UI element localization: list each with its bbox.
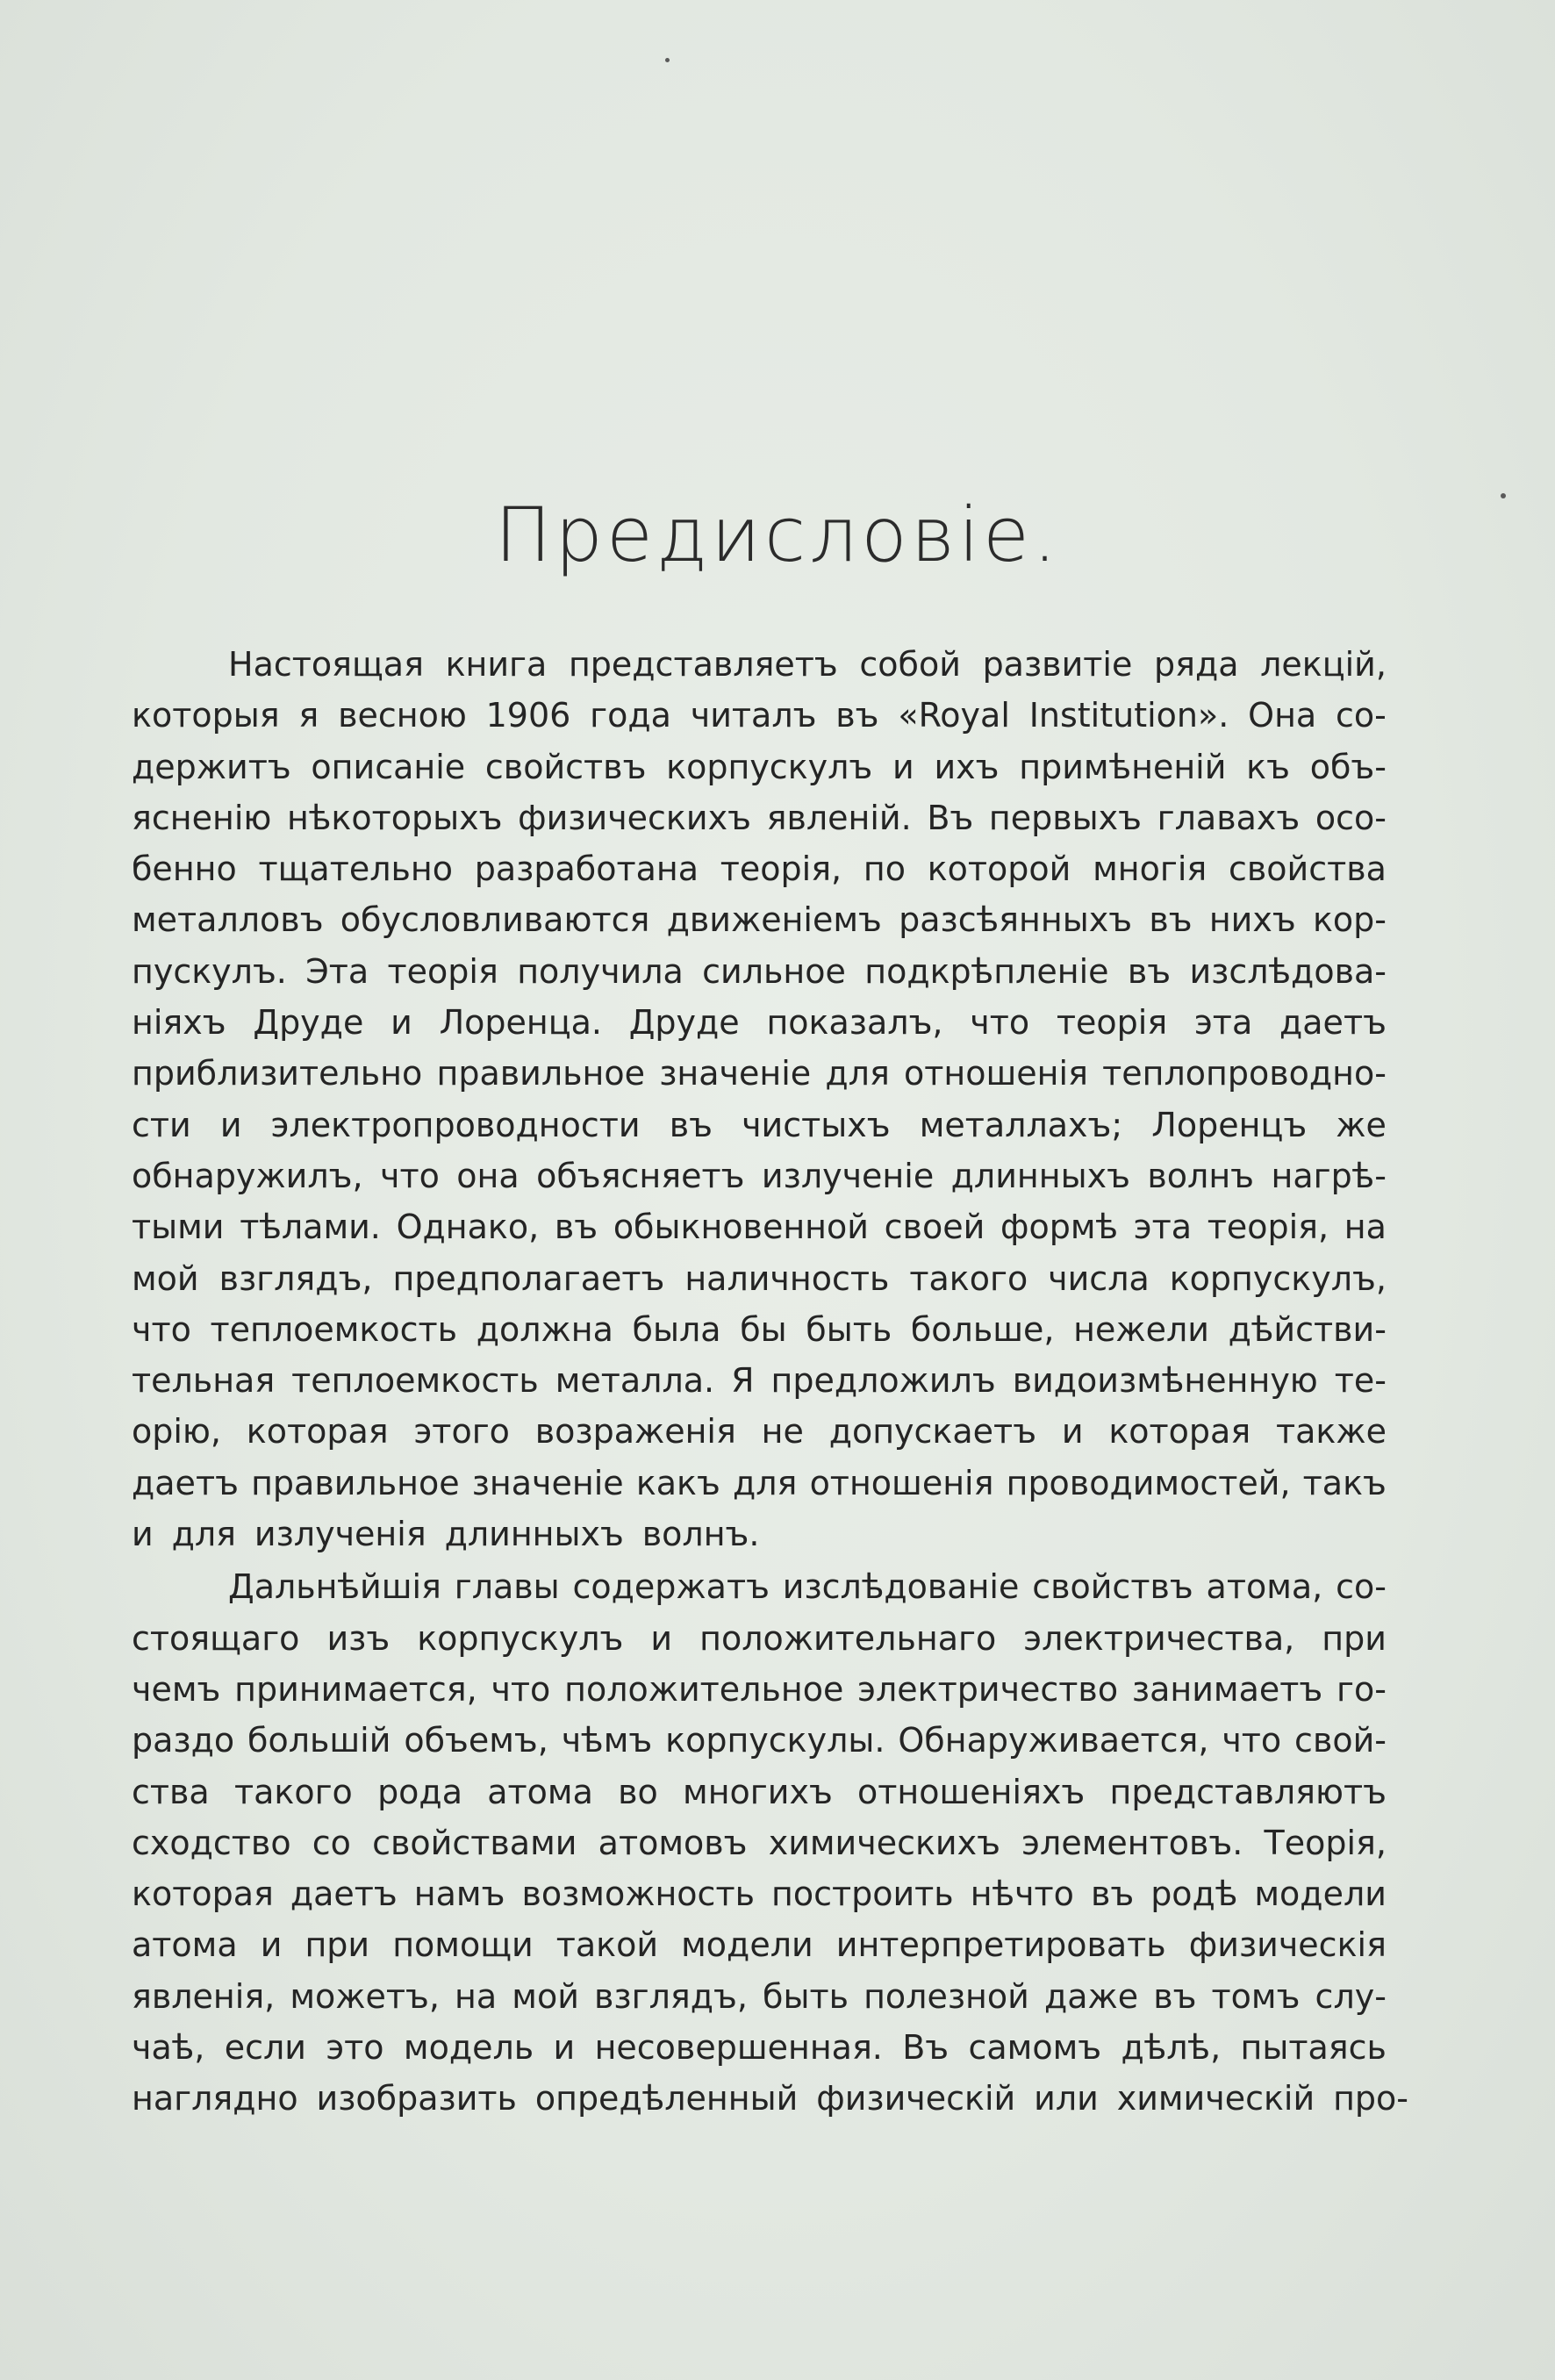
text-line bbox=[132, 639, 1387, 690]
word: дѣлѣ, bbox=[1121, 2028, 1222, 2068]
text-line bbox=[132, 946, 1387, 997]
word: модели bbox=[1254, 1875, 1387, 1914]
word: и bbox=[391, 1003, 412, 1043]
word: длинныхъ bbox=[444, 1515, 624, 1554]
word: главы bbox=[454, 1567, 560, 1607]
word: металловъ bbox=[132, 900, 324, 940]
word: бы bbox=[740, 1309, 787, 1349]
preface-text bbox=[132, 639, 1409, 2125]
word: сти bbox=[132, 1105, 191, 1144]
word: химическихъ bbox=[768, 1823, 1000, 1862]
word: разработана bbox=[474, 849, 699, 889]
word: книга bbox=[445, 645, 548, 684]
word: физическій bbox=[816, 2079, 1016, 2118]
word: электричество bbox=[857, 1669, 1119, 1709]
word: изслѣдова- bbox=[1189, 951, 1387, 991]
text-line bbox=[132, 1868, 1387, 1919]
word: Въ bbox=[902, 2028, 949, 2068]
word: получила bbox=[517, 951, 684, 991]
word: чѣмъ bbox=[561, 1721, 653, 1760]
word: объясняетъ bbox=[536, 1156, 745, 1195]
word: правильное bbox=[436, 1054, 645, 1093]
text-line bbox=[132, 1355, 1387, 1406]
word: построить bbox=[770, 1875, 954, 1914]
word: въ bbox=[1153, 1976, 1197, 2016]
word: Institution». bbox=[1028, 696, 1229, 735]
word: атома, bbox=[1206, 1567, 1323, 1607]
word: физическія bbox=[1188, 1925, 1387, 1965]
word: содержатъ bbox=[572, 1567, 770, 1607]
word: и bbox=[132, 1515, 154, 1554]
word: такого bbox=[233, 1772, 353, 1811]
word: родѣ bbox=[1150, 1875, 1238, 1914]
word: обыкновенной bbox=[613, 1208, 869, 1247]
word: что bbox=[380, 1156, 440, 1195]
word: принимается, bbox=[234, 1669, 477, 1709]
word: томъ bbox=[1211, 1976, 1301, 2016]
word: волнъ bbox=[1147, 1156, 1255, 1195]
word: во bbox=[618, 1772, 658, 1811]
word: опредѣленный bbox=[534, 2079, 799, 2118]
word: она bbox=[456, 1156, 520, 1195]
word: бенно bbox=[132, 849, 237, 889]
word: пытаясь bbox=[1240, 2028, 1387, 2068]
page-title: Предисловіе. bbox=[494, 491, 1061, 579]
word: обнаружилъ, bbox=[132, 1156, 363, 1195]
word: металлахъ; bbox=[919, 1105, 1123, 1144]
word: стоящаго bbox=[132, 1618, 300, 1658]
word: и bbox=[260, 1925, 283, 1965]
word: тыми bbox=[132, 1208, 225, 1247]
word: сильное bbox=[702, 951, 846, 991]
word: большій bbox=[247, 1721, 391, 1760]
word: изъ bbox=[326, 1618, 391, 1658]
text-line bbox=[132, 1509, 1387, 1559]
word: и bbox=[650, 1618, 673, 1658]
word: положительнаго bbox=[699, 1618, 997, 1658]
word: такого bbox=[909, 1258, 1028, 1298]
word: для bbox=[171, 1515, 237, 1554]
word: можетъ, bbox=[290, 1976, 440, 2016]
text-line bbox=[132, 1561, 1387, 1612]
text-line bbox=[132, 742, 1387, 792]
word: чистыхъ bbox=[742, 1105, 891, 1144]
text-line bbox=[132, 2073, 1409, 2124]
text-line bbox=[132, 1253, 1387, 1304]
word: даетъ bbox=[290, 1875, 398, 1914]
word: допускаетъ bbox=[828, 1412, 1037, 1452]
word: въ bbox=[669, 1105, 713, 1144]
word: Друде bbox=[253, 1003, 364, 1043]
word: изслѣдованіе bbox=[782, 1567, 1020, 1607]
word: также bbox=[1276, 1412, 1387, 1452]
word: или bbox=[1034, 2079, 1099, 2118]
word: свойствъ bbox=[1032, 1567, 1193, 1607]
word: и bbox=[1061, 1412, 1084, 1452]
word: что bbox=[491, 1669, 551, 1709]
word: главахъ bbox=[1157, 798, 1301, 837]
word: нагрѣ- bbox=[1271, 1156, 1387, 1195]
word: свойствами bbox=[372, 1823, 577, 1862]
word: пускулъ. bbox=[132, 951, 287, 991]
word: возможность bbox=[521, 1875, 755, 1914]
word: правильное bbox=[251, 1463, 460, 1502]
word: эта bbox=[1133, 1208, 1192, 1247]
word: слу- bbox=[1315, 1976, 1387, 2016]
text-line bbox=[132, 1304, 1387, 1355]
word: модели bbox=[681, 1925, 813, 1965]
word: положительное bbox=[564, 1669, 844, 1709]
word: несовершенная. bbox=[594, 2028, 883, 2068]
word: что bbox=[132, 1309, 191, 1349]
word: самомъ bbox=[968, 2028, 1102, 2068]
text-line bbox=[132, 843, 1387, 894]
word: корпускулы. bbox=[665, 1721, 885, 1760]
word: Дальнѣйшія bbox=[228, 1567, 441, 1607]
word: ихъ bbox=[934, 747, 1000, 786]
word: больше, bbox=[910, 1309, 1055, 1349]
word: Настоящая bbox=[228, 645, 424, 684]
word: дѣйстви- bbox=[1228, 1309, 1387, 1349]
word: теорія bbox=[1056, 1003, 1168, 1043]
word: на bbox=[1344, 1208, 1387, 1247]
word: со bbox=[312, 1823, 351, 1862]
word: для bbox=[825, 1054, 890, 1093]
word: наличность bbox=[684, 1258, 890, 1298]
word: объ- bbox=[1309, 747, 1387, 786]
word: тельная bbox=[132, 1361, 276, 1401]
word: ства bbox=[132, 1772, 210, 1811]
word: лекцій, bbox=[1260, 645, 1387, 684]
word: возраженія bbox=[534, 1412, 736, 1452]
word: развитіе bbox=[982, 645, 1133, 684]
word: атомовъ bbox=[598, 1823, 748, 1862]
word: ясненію bbox=[132, 798, 272, 837]
word: примѣненій bbox=[1019, 747, 1227, 786]
word: и bbox=[553, 2028, 576, 2068]
word: эта bbox=[1193, 1003, 1253, 1043]
word: предложилъ bbox=[770, 1361, 996, 1401]
word: Друде bbox=[628, 1003, 740, 1043]
word: теорія bbox=[387, 951, 498, 991]
word: металла. bbox=[555, 1361, 715, 1401]
word: которая bbox=[246, 1412, 389, 1452]
word: на bbox=[455, 1976, 498, 2016]
text-line bbox=[132, 997, 1387, 1048]
word: корпускулъ, bbox=[1169, 1258, 1387, 1298]
word: теплоемкость bbox=[210, 1309, 458, 1349]
text-line bbox=[132, 1100, 1387, 1151]
word: быть bbox=[806, 1309, 892, 1349]
word: раздо bbox=[132, 1721, 235, 1760]
text-line bbox=[132, 1767, 1387, 1817]
text-line bbox=[132, 1817, 1387, 1868]
word: свойствъ bbox=[484, 747, 647, 786]
word: 1906 bbox=[485, 696, 571, 735]
word: въ bbox=[1127, 951, 1172, 991]
word: которая bbox=[1108, 1412, 1251, 1452]
text-line bbox=[132, 1613, 1387, 1664]
word: быть bbox=[763, 1976, 849, 2016]
text-line bbox=[132, 1151, 1387, 1201]
word: показалъ, bbox=[766, 1003, 943, 1043]
word: значеніе bbox=[659, 1054, 812, 1093]
word: отношенія bbox=[809, 1463, 994, 1502]
word: сходство bbox=[132, 1823, 291, 1862]
word: должна bbox=[476, 1309, 613, 1349]
word: нѣкоторыхъ bbox=[287, 798, 503, 837]
word: тщательно bbox=[258, 849, 454, 889]
word: подкрѣпленіе bbox=[864, 951, 1109, 991]
word: держитъ bbox=[132, 747, 291, 786]
word: этого bbox=[413, 1412, 510, 1452]
word: Я bbox=[731, 1361, 755, 1401]
word: Теорія, bbox=[1264, 1823, 1387, 1862]
word: многихъ bbox=[683, 1772, 833, 1811]
word: го- bbox=[1336, 1669, 1387, 1709]
word: представляетъ bbox=[568, 645, 838, 684]
word: разсѣянныхъ bbox=[899, 900, 1133, 940]
word: волнъ. bbox=[641, 1515, 760, 1554]
word: осо- bbox=[1315, 798, 1387, 837]
word: явленія, bbox=[132, 1976, 276, 2016]
word: видоизмѣненную bbox=[1012, 1361, 1318, 1401]
word: кор- bbox=[1312, 900, 1387, 940]
word: я bbox=[298, 696, 319, 735]
word: и bbox=[219, 1105, 242, 1144]
word: мой bbox=[512, 1976, 579, 2016]
word: теорія, bbox=[720, 849, 842, 889]
word: со- bbox=[1336, 1567, 1387, 1607]
text-line bbox=[132, 1406, 1387, 1457]
word: изобразить bbox=[316, 2079, 517, 2118]
word: тѣлами. bbox=[240, 1208, 381, 1247]
word: представляютъ bbox=[1109, 1772, 1387, 1811]
word: ніяхъ bbox=[132, 1003, 226, 1043]
word: какъ bbox=[635, 1463, 720, 1502]
word: была bbox=[632, 1309, 721, 1349]
word: свойства bbox=[1228, 849, 1387, 889]
word: обусловливаются bbox=[340, 900, 650, 940]
word: числа bbox=[1048, 1258, 1150, 1298]
word: къ bbox=[1246, 747, 1290, 786]
paragraph bbox=[132, 1561, 1409, 2124]
word: это bbox=[326, 2028, 384, 2068]
word: орію, bbox=[132, 1412, 221, 1452]
word: что bbox=[970, 1003, 1030, 1043]
word: даже bbox=[1043, 1976, 1139, 2016]
word: по bbox=[863, 849, 906, 889]
word: Обнаруживается, bbox=[898, 1721, 1209, 1760]
word: теорія, bbox=[1207, 1208, 1329, 1247]
text-line bbox=[132, 792, 1387, 843]
word: намъ bbox=[413, 1875, 505, 1914]
word: мой bbox=[132, 1258, 199, 1298]
word: Эта bbox=[305, 951, 369, 991]
word: полезной bbox=[863, 1976, 1029, 2016]
word: собой bbox=[859, 645, 961, 684]
word: взглядъ, bbox=[219, 1258, 373, 1298]
word: свой- bbox=[1294, 1721, 1387, 1760]
word: весною bbox=[338, 696, 467, 735]
text-line bbox=[132, 1458, 1387, 1509]
word: нѣчто bbox=[970, 1875, 1074, 1914]
word: те- bbox=[1334, 1361, 1387, 1401]
word: электропроводности bbox=[270, 1105, 641, 1144]
word: химическій bbox=[1116, 2079, 1315, 2118]
word: со- bbox=[1336, 696, 1387, 735]
word: которая bbox=[132, 1875, 274, 1914]
word: взглядъ, bbox=[594, 1976, 748, 2016]
paragraph bbox=[132, 639, 1387, 1559]
word: не bbox=[761, 1412, 804, 1452]
word: года bbox=[590, 696, 671, 735]
word: атома bbox=[132, 1925, 238, 1965]
text-line bbox=[132, 1664, 1387, 1715]
word: такой bbox=[555, 1925, 659, 1965]
word: Въ bbox=[927, 798, 974, 837]
print-speck bbox=[1501, 493, 1506, 498]
word: при bbox=[1322, 1618, 1387, 1658]
word: интерпретировать bbox=[835, 1925, 1166, 1965]
word: въ bbox=[1149, 900, 1193, 940]
word: излученія bbox=[254, 1515, 426, 1554]
word: отношеніяхъ bbox=[857, 1772, 1086, 1811]
word: даетъ bbox=[1279, 1003, 1387, 1043]
word: описаніе bbox=[311, 747, 466, 786]
word: приблизительно bbox=[132, 1054, 423, 1093]
word: рода bbox=[377, 1772, 462, 1811]
word: явленій. bbox=[766, 798, 912, 837]
word: теплоемкость bbox=[291, 1361, 539, 1401]
word: своей bbox=[884, 1208, 985, 1247]
word: значеніе bbox=[471, 1463, 624, 1502]
word: которыя bbox=[132, 696, 280, 735]
word: читалъ bbox=[690, 696, 817, 735]
word: элементовъ. bbox=[1021, 1823, 1243, 1862]
word: же bbox=[1336, 1105, 1387, 1144]
text-line bbox=[132, 1048, 1387, 1099]
word: электричества, bbox=[1023, 1618, 1295, 1658]
word: теплопроводно- bbox=[1102, 1054, 1387, 1093]
word: если bbox=[224, 2028, 306, 2068]
word: нежели bbox=[1073, 1309, 1209, 1349]
word: нихъ bbox=[1208, 900, 1296, 940]
text-line bbox=[132, 1971, 1387, 2022]
text-line bbox=[132, 894, 1387, 945]
word: помощи bbox=[392, 1925, 534, 1965]
word: объемъ, bbox=[404, 1721, 548, 1760]
text-line bbox=[132, 1919, 1387, 1970]
word: наглядно bbox=[132, 2079, 298, 2118]
text-line bbox=[132, 1201, 1387, 1252]
word: излученіе bbox=[761, 1156, 935, 1195]
word: движеніемъ bbox=[666, 900, 882, 940]
word: что bbox=[1222, 1721, 1282, 1760]
word: первыхъ bbox=[988, 798, 1143, 837]
word: занимаетъ bbox=[1131, 1669, 1323, 1709]
word: Лоренцъ bbox=[1151, 1105, 1308, 1144]
word: и bbox=[892, 747, 914, 786]
word: длинныхъ bbox=[950, 1156, 1130, 1195]
word: Однако, bbox=[396, 1208, 540, 1247]
word: корпускулъ bbox=[666, 747, 873, 786]
word: при bbox=[305, 1925, 370, 1965]
word: про- bbox=[1333, 2079, 1409, 2118]
word: Лоренца. bbox=[439, 1003, 602, 1043]
text-line bbox=[132, 1715, 1387, 1766]
word: проводимостей, bbox=[1006, 1463, 1291, 1502]
word: «Royal bbox=[898, 696, 1010, 735]
print-speck bbox=[665, 58, 670, 62]
word: даетъ bbox=[132, 1463, 239, 1502]
word: физическихъ bbox=[518, 798, 751, 837]
word: въ bbox=[835, 696, 879, 735]
word: чаѣ, bbox=[132, 2028, 205, 2068]
word: ряда bbox=[1153, 645, 1239, 684]
word: Она bbox=[1248, 696, 1317, 735]
word: формѣ bbox=[1000, 1208, 1119, 1247]
word: такъ bbox=[1302, 1463, 1387, 1502]
word: многія bbox=[1093, 849, 1207, 889]
word: въ bbox=[554, 1208, 598, 1247]
word: отношенія bbox=[904, 1054, 1088, 1093]
word: для bbox=[733, 1463, 798, 1502]
text-line bbox=[132, 690, 1387, 741]
word: предполагаетъ bbox=[392, 1258, 665, 1298]
text-line bbox=[132, 2022, 1387, 2073]
word: корпускулъ bbox=[417, 1618, 624, 1658]
word: атома bbox=[487, 1772, 593, 1811]
word: модель bbox=[403, 2028, 534, 2068]
word: которой bbox=[927, 849, 1071, 889]
word: въ bbox=[1090, 1875, 1135, 1914]
word: чемъ bbox=[132, 1669, 221, 1709]
